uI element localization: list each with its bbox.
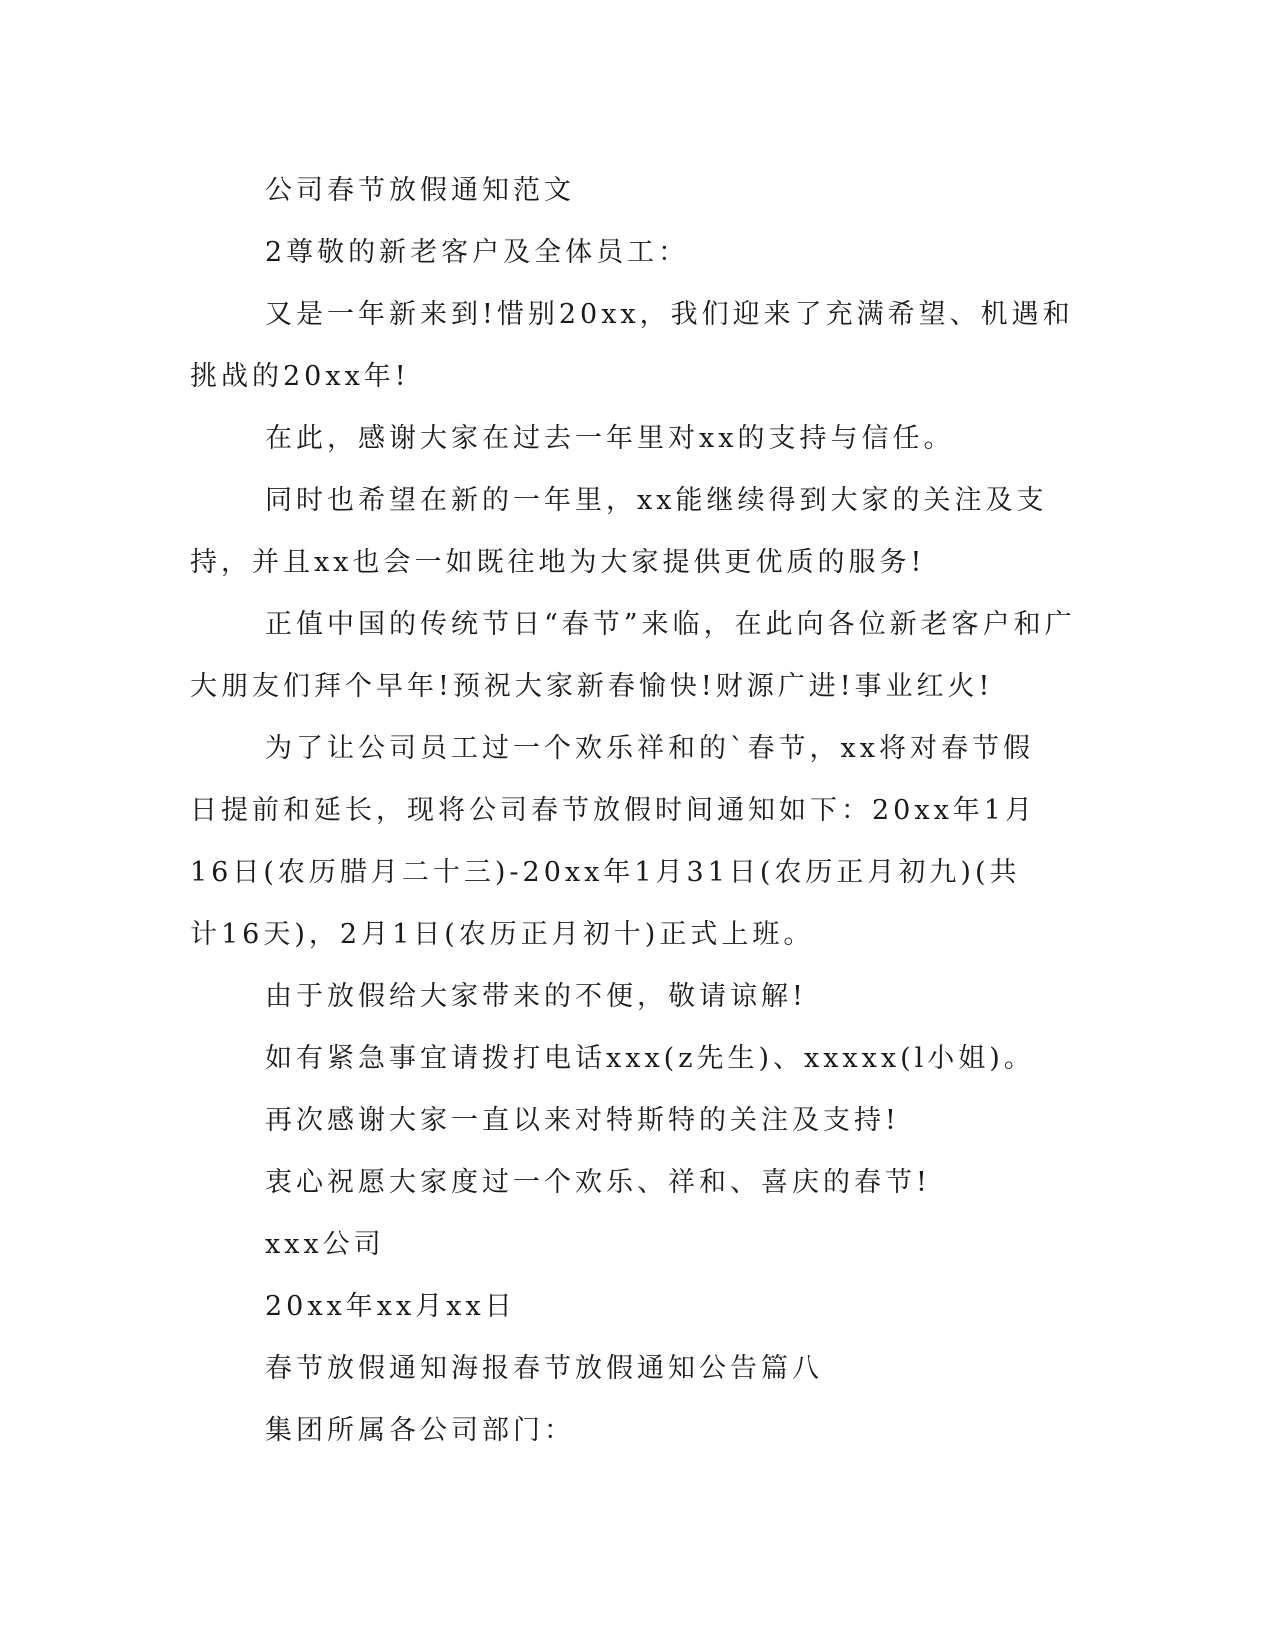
paragraph-holiday-schedule: 为了让公司员工过一个欢乐祥和的`春节，xx将对春节假日提前和延长，现将公司春节放假时间通知如下：20xx年1月16日(农历腊月二十三)-20xx年1月31日(农历正月初九)(共计16天)，2月1日(农历正月初十)正式上班。 (190, 733, 1036, 950)
section-salutation: 集团所属各公司部门： (265, 1415, 575, 1446)
document-title: 公司春节放假通知范文 (265, 175, 575, 206)
paragraph-contact: 如有紧急事宜请拨打电话xxx(z先生)、xxxxx(l小姐)。 (265, 1043, 1035, 1074)
signature-company: xxx公司 (265, 1229, 385, 1260)
document-body (190, 160, 1090, 1462)
paragraph-thanks: 在此，感谢大家在过去一年里对xx的支持与信任。 (265, 423, 955, 454)
paragraph-wishes: 衷心祝愿大家度过一个欢乐、祥和、喜庆的春节! (265, 1167, 931, 1198)
paragraph-apology: 由于放假给大家带来的不便，敬请谅解! (265, 981, 807, 1012)
signature-date: 20xx年xx月xx日 (265, 1291, 516, 1322)
section-heading: 春节放假通知海报春节放假通知公告篇八 (265, 1353, 823, 1384)
paragraph-new-year: 又是一年新来到!惜别20xx，我们迎来了充满希望、机遇和挑战的20xx年! (190, 299, 1074, 392)
paragraph-thanks-again: 再次感谢大家一直以来对特斯特的关注及支持! (265, 1105, 900, 1136)
paragraph-hope: 同时也希望在新的一年里，xx能继续得到大家的关注及支持，并且xx也会一如既往地为大家提供更优质的服务! (190, 485, 1048, 578)
salutation: 2尊敬的新老客户及全体员工： (265, 237, 690, 268)
paragraph-greeting: 正值中国的传统节日“春节”来临，在此向各位新老客户和广大朋友们拜个早年!预祝大家新春愉快!财源广进!事业红火! (190, 609, 1076, 702)
